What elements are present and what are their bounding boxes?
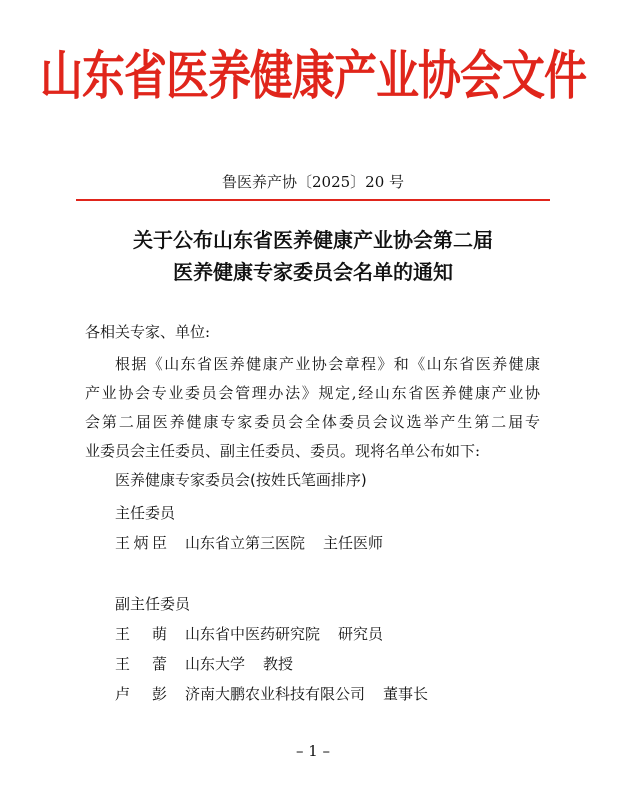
body-line: 业委员会主任委员、副主任委员、委员。现将名单公布如下: xyxy=(85,442,481,460)
member-row xyxy=(115,684,428,704)
member-title: 研究员 xyxy=(338,625,384,643)
chair-role-heading: 主任委员 xyxy=(115,504,176,522)
member-row xyxy=(115,533,383,553)
member-name: 王炳臣 xyxy=(115,534,167,552)
member-title: 教授 xyxy=(263,655,294,673)
notice-title-line-2: 医养健康专家委员会名单的通知 xyxy=(173,260,453,284)
member-title: 董事长 xyxy=(383,685,429,703)
member-title: 主任医师 xyxy=(323,534,384,552)
vice-chair-role-heading: 副主任委员 xyxy=(115,595,191,613)
document-number: 鲁医养产协〔2025〕20 号 xyxy=(221,173,405,191)
member-name: 卢彭 xyxy=(115,685,167,703)
body-line: 会第二届医养健康专家委员会全体委员会议选举产生第二届专 xyxy=(85,413,540,431)
member-unit: 济南大鹏农业科技有限公司 xyxy=(185,685,366,703)
red-divider-rule xyxy=(76,199,550,201)
notice-title-line-1: 关于公布山东省医养健康产业协会第二届 xyxy=(133,228,493,252)
member-unit: 山东省立第三医院 xyxy=(185,534,306,552)
committee-heading: 医养健康专家委员会(按姓氏笔画排序) xyxy=(115,471,367,489)
salutation: 各相关专家、单位: xyxy=(85,323,211,341)
member-name: 王萌 xyxy=(115,625,167,643)
document-header-title: 山东省医养健康产业协会文件 xyxy=(40,46,586,108)
member-row xyxy=(115,654,293,674)
body-line: 产业协会专业委员会管理办法》规定,经山东省医养健康产业协 xyxy=(85,384,540,402)
member-row xyxy=(115,624,383,644)
page-number: – 1 – xyxy=(295,742,331,760)
body-line: 根据《山东省医养健康产业协会章程》和《山东省医养健康 xyxy=(115,355,540,373)
member-unit: 山东大学 xyxy=(185,655,246,673)
member-name: 王蕾 xyxy=(115,655,167,673)
member-unit: 山东省中医药研究院 xyxy=(185,625,321,643)
body-paragraph xyxy=(85,350,540,466)
